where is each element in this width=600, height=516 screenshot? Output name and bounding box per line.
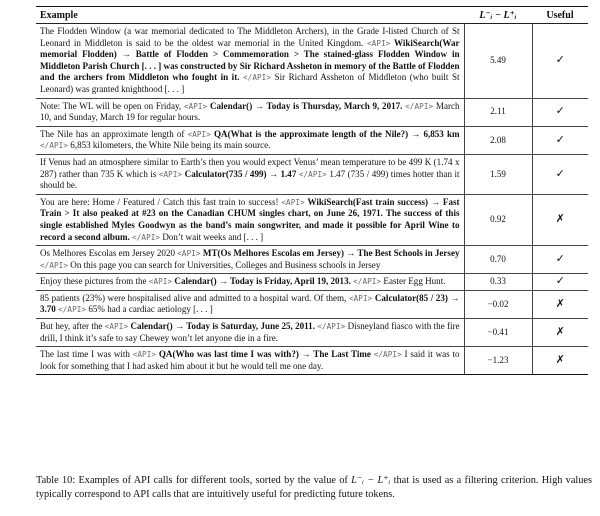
score-cell: 2.08 [464,126,532,154]
api-call-text: Calendar() → Today is Friday, April 19, 2013. [172,276,354,287]
api-tag: </API> [242,73,272,83]
example-text: March 10, and Sunday, March 19 for regular hours. [40,100,460,123]
api-call-text: QA(What is the approximate length of the Nile?) → 6,853 km [210,128,460,139]
example-text: Sir Richard Assheton of Middleton (who built St Leonard) was granted knighthood [. . . ] [40,72,460,94]
api-call-text: QA(Who was last time I was with?) → The Last Time [156,349,374,360]
example-cell [36,154,464,194]
example-text: Os Melhores Escolas em Jersey 2020 [40,248,178,259]
example-text: 85 patients (23%) were hospitalised alive and admitted to a hospital ward. Of them, [40,292,349,303]
table-row [36,347,588,375]
table-caption [36,474,592,501]
api-tag: <API> [367,38,391,48]
table-header-row [36,7,588,24]
example-cell [36,347,464,375]
cross-icon: ✗ [532,347,588,375]
api-call-text: Calculator(735 / 499) → 1.47 [182,168,299,179]
api-tag: </API> [298,169,327,179]
api-tag: <API> [104,322,129,332]
api-tag: <API> [187,129,211,139]
example-cell [36,194,464,245]
table-row [36,194,588,245]
example-cell [36,274,464,291]
example-text: On this page you can search for Universities, Colleges and Business schools in Jersey [68,259,381,270]
table-row [36,126,588,154]
example-text: The Nile has an approximate length of [40,128,188,139]
example-text: But hey, after the [40,321,105,332]
score-cell: 2.11 [464,98,532,126]
api-tag: </API> [58,305,87,315]
example-text: 65% had a cardiac aetiology [. . . ] [86,304,213,315]
api-tag: </API> [132,232,161,242]
example-cell [36,290,464,318]
api-tag: <API> [348,293,373,303]
example-text: The last time I was with [40,349,133,360]
api-call-text: Calculator(85 / 23) → 3.70 [40,292,460,315]
score-cell: 0.70 [464,246,532,274]
score-cell: −0.02 [464,290,532,318]
example-text: The Flodden Window (a war memorial dedicated to The Middleton Archers), in the Grade I-listed Church of St Leonard in Middleton is said to be the oldest war memorial in the United Kingdom. [40,26,460,48]
check-icon: ✓ [532,246,588,274]
table-row [36,24,588,99]
score-cell: −0.41 [464,319,532,347]
example-text: You are here: Home / Featured / Catch this fast train to success! [40,196,282,207]
table-row [36,290,588,318]
table-row [36,154,588,194]
check-icon: ✓ [532,98,588,126]
check-icon: ✓ [532,154,588,194]
api-call-text: Calendar() → Today is Thursday, March 9, 2017. [207,100,406,111]
example-text: Enjoy these pictures from the [40,276,149,287]
example-text: Note: The WL will be open on Friday, [40,100,184,111]
api-call-text: WikiSearch(War memorial Flodden) → Battle of Flodden > Commemoration > The stained-glass Flodden Window in Middleton Parish Church [. . . ] was constructed by Sir Richard Assheton in memory of the Battle of Flodden and the archers from Middleton who fought in it. [40,37,460,83]
check-icon: ✓ [532,24,588,99]
example-text: If Venus had an atmosphere similar to Earth’s then you would expect Venus’ mean temperature to be 499 K (1.74 x 287) rather than 735 K which is [40,156,460,179]
cross-icon: ✗ [532,194,588,245]
header-example: Example [36,7,464,24]
api-call-text: Calendar() → Today is Saturday, June 25, 2011. [128,321,318,332]
score-cell: 1.59 [464,154,532,194]
example-cell [36,319,464,347]
table-row [36,246,588,274]
api-call-text: WikiSearch(Fast train success) → Fast Train > It also peaked at #23 on the Canadian CHUM singles chart, on June 26, 1971. The success of this single established Myles Goodwyn as the band’s main songwriter, and made it possible for April Wine to record a second album. [40,196,460,242]
api-tag: </API> [373,350,402,360]
api-tag: <API> [158,169,183,179]
example-cell [36,246,464,274]
api-tag: </API> [353,277,382,287]
paper-page [8,6,592,500]
api-tag: <API> [183,101,208,111]
api-tag: <API> [281,197,305,207]
header-useful: Useful [532,7,588,24]
api-examples-table [36,6,588,375]
api-tag: </API> [405,101,434,111]
caption-math: L⁻ᵢ − L⁺ᵢ [351,475,391,486]
example-cell [36,126,464,154]
table-body [36,24,588,375]
example-cell [36,24,464,99]
example-text: 1.47 (735 / 499) times hotter than it should be. [40,168,460,191]
caption-text-after: that is used as a filtering criterion. High values typically correspond to API calls that are intuitively useful for predicting future tokens. [36,475,592,500]
cross-icon: ✗ [532,290,588,318]
table-row [36,98,588,126]
api-tag: <API> [132,350,157,360]
check-icon: ✓ [532,274,588,291]
check-icon: ✓ [532,126,588,154]
example-cell [36,98,464,126]
example-text: I said it was to look for something that I had asked him about it but he would tell me one day. [40,349,460,371]
header-score: L⁻ᵢ − L⁺ᵢ [464,7,532,24]
table-row [36,274,588,291]
score-cell: 5.49 [464,24,532,99]
api-tag: <API> [177,249,201,259]
table-row [36,319,588,347]
score-cell: −1.23 [464,347,532,375]
score-cell: 0.33 [464,274,532,291]
api-tag: <API> [148,277,173,287]
example-text: Don’t wait weeks and [. . . ] [160,231,264,242]
cross-icon: ✗ [532,319,588,347]
api-tag: </API> [317,322,346,332]
caption-text-before: Table 10: Examples of API calls for different tools, sorted by the value of [36,475,352,486]
example-text: Disneyland fiasco with the fire drill, I think it’s safe to say Chewey won’t let anyone die in a fire. [40,321,460,343]
api-tag: </API> [40,260,69,270]
score-cell: 0.92 [464,194,532,245]
api-call-text: MT(Os Melhores Escolas em Jersey) → The Best Schools in Jersey [200,248,460,259]
api-tag: </API> [40,141,69,151]
example-text: Easter Egg Hunt. [381,276,446,287]
example-text: 6,853 kilometers, the White Nile being its main source. [68,140,271,151]
